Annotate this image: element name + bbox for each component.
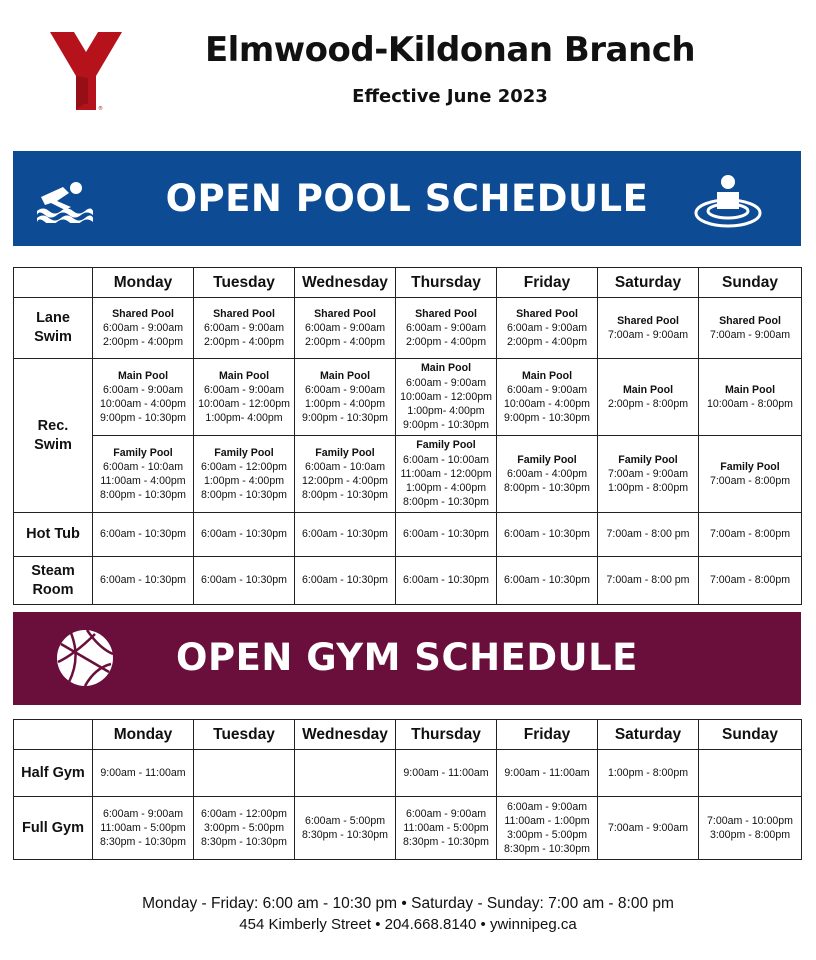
- schedule-cell: 6:00am - 10:30pm: [396, 557, 497, 605]
- schedule-cell: 6:00am - 10:30pm: [295, 557, 396, 605]
- gym-banner: [13, 612, 801, 705]
- schedule-cell: Main Pool 6:00am - 9:00am 10:00am - 12:00pm 1:00pm- 4:00pm 9:00pm - 10:30pm: [396, 359, 497, 436]
- schedule-cell: 6:00am - 10:30pm: [194, 557, 295, 605]
- row-label-rec-swim: Rec. Swim: [14, 359, 93, 513]
- schedule-cell: 6:00am - 10:30pm: [497, 557, 598, 605]
- day-header: Saturday: [598, 720, 699, 750]
- schedule-cell: [699, 750, 802, 797]
- schedule-cell: [194, 750, 295, 797]
- gym-schedule-table: [13, 719, 802, 860]
- schedule-cell: Family Pool 6:00am - 10:0am 12:00pm - 4:00pm 8:00pm - 10:30pm: [295, 436, 396, 513]
- corner-cell: [14, 720, 93, 750]
- row-label-full-gym: Full Gym: [14, 797, 93, 860]
- schedule-cell: Main Pool 2:00pm - 8:00pm: [598, 359, 699, 436]
- gym-banner-title: OPEN GYM SCHEDULE: [176, 636, 638, 679]
- schedule-cell: 6:00am - 12:00pm 3:00pm - 5:00pm 8:30pm - 10:30pm: [194, 797, 295, 860]
- schedule-cell: Shared Pool 6:00am - 9:00am 2:00pm - 4:00pm: [295, 298, 396, 359]
- day-header: Tuesday: [194, 268, 295, 298]
- schedule-cell: Family Pool 7:00am - 8:00pm: [699, 436, 802, 513]
- svg-text:®: ®: [98, 106, 103, 112]
- day-header: Monday: [93, 268, 194, 298]
- ymca-logo: [48, 30, 124, 112]
- schedule-cell: Shared Pool 6:00am - 9:00am 2:00pm - 4:00pm: [396, 298, 497, 359]
- schedule-cell: 6:00am - 10:30pm: [497, 513, 598, 557]
- table-row: [14, 750, 802, 797]
- effective-date: Effective June 2023: [352, 86, 548, 107]
- schedule-cell: Shared Pool 7:00am - 9:00am: [699, 298, 802, 359]
- table-row: [14, 436, 802, 513]
- schedule-cell: 1:00pm - 8:00pm: [598, 750, 699, 797]
- schedule-cell: 6:00am - 9:00am 11:00am - 1:00pm 3:00pm - 5:00pm 8:30pm - 10:30pm: [497, 797, 598, 860]
- schedule-cell: Family Pool 6:00am - 10:00am 11:00am - 12:00pm 1:00pm - 4:00pm 8:00pm - 10:30pm: [396, 436, 497, 513]
- pool-banner-title: OPEN POOL SCHEDULE: [165, 177, 649, 220]
- schedule-cell: 6:00am - 5:00pm 8:30pm - 10:30pm: [295, 797, 396, 860]
- day-header: Wednesday: [295, 720, 396, 750]
- schedule-cell: Family Pool 6:00am - 12:00pm 1:00pm - 4:00pm 8:00pm - 10:30pm: [194, 436, 295, 513]
- table-header-row: [14, 720, 802, 750]
- schedule-cell: Shared Pool 6:00am - 9:00am 2:00pm - 4:00pm: [93, 298, 194, 359]
- schedule-cell: 6:00am - 10:30pm: [194, 513, 295, 557]
- schedule-cell: 9:00am - 11:00am: [497, 750, 598, 797]
- schedule-cell: 6:00am - 9:00am 11:00am - 5:00pm 8:30pm - 10:30pm: [396, 797, 497, 860]
- branch-title: Elmwood-Kildonan Branch: [204, 30, 696, 70]
- table-row: [14, 557, 802, 605]
- day-header: Friday: [497, 720, 598, 750]
- day-header: Saturday: [598, 268, 699, 298]
- schedule-cell: Shared Pool 7:00am - 9:00am: [598, 298, 699, 359]
- hot-tub-icon: [693, 173, 763, 231]
- schedule-cell: 6:00am - 9:00am 11:00am - 5:00pm 8:30pm - 10:30pm: [93, 797, 194, 860]
- schedule-cell: Family Pool 6:00am - 10:0am 11:00am - 4:00pm 8:00pm - 10:30pm: [93, 436, 194, 513]
- table-row: [14, 298, 802, 359]
- schedule-cell: 6:00am - 10:30pm: [396, 513, 497, 557]
- schedule-cell: 9:00am - 11:00am: [396, 750, 497, 797]
- schedule-cell: 7:00am - 8:00pm: [699, 557, 802, 605]
- day-header: Wednesday: [295, 268, 396, 298]
- day-header: Friday: [497, 268, 598, 298]
- schedule-cell: Main Pool 6:00am - 9:00am 10:00am - 12:00pm 1:00pm- 4:00pm: [194, 359, 295, 436]
- schedule-cell: 7:00am - 8:00 pm: [598, 513, 699, 557]
- schedule-cell: 7:00am - 10:00pm 3:00pm - 8:00pm: [699, 797, 802, 860]
- schedule-cell: 6:00am - 10:30pm: [295, 513, 396, 557]
- day-header: Tuesday: [194, 720, 295, 750]
- schedule-cell: 7:00am - 8:00pm: [699, 513, 802, 557]
- row-label-half-gym: Half Gym: [14, 750, 93, 797]
- schedule-cell: 7:00am - 8:00 pm: [598, 557, 699, 605]
- schedule-cell: Main Pool 6:00am - 9:00am 1:00pm - 4:00pm 9:00pm - 10:30pm: [295, 359, 396, 436]
- schedule-cell: Family Pool 7:00am - 9:00am 1:00pm - 8:00pm: [598, 436, 699, 513]
- table-header-row: [14, 268, 802, 298]
- pool-banner: [13, 151, 801, 246]
- row-label-lane-swim: Lane Swim: [14, 298, 93, 359]
- day-header: Thursday: [396, 720, 497, 750]
- schedule-cell: Family Pool 6:00am - 4:00pm 8:00pm - 10:30pm: [497, 436, 598, 513]
- schedule-cell: Shared Pool 6:00am - 9:00am 2:00pm - 4:00pm: [497, 298, 598, 359]
- day-header: Sunday: [699, 720, 802, 750]
- footer-contact: 454 Kimberly Street • 204.668.8140 • ywinnipeg.ca: [239, 916, 577, 933]
- schedule-cell: Shared Pool 6:00am - 9:00am 2:00pm - 4:00pm: [194, 298, 295, 359]
- table-row: [14, 513, 802, 557]
- schedule-cell: 6:00am - 10:30pm: [93, 513, 194, 557]
- schedule-cell: Main Pool 10:00am - 8:00pm: [699, 359, 802, 436]
- day-header: Sunday: [699, 268, 802, 298]
- schedule-cell: [295, 750, 396, 797]
- schedule-cell: 9:00am - 11:00am: [93, 750, 194, 797]
- day-header: Monday: [93, 720, 194, 750]
- corner-cell: [14, 268, 93, 298]
- pool-schedule-table: [13, 267, 802, 605]
- schedule-cell: Main Pool 6:00am - 9:00am 10:00am - 4:00pm 9:00pm - 10:30pm: [497, 359, 598, 436]
- schedule-cell: 6:00am - 10:30pm: [93, 557, 194, 605]
- footer-hours: Monday - Friday: 6:00 am - 10:30 pm • Saturday - Sunday: 7:00 am - 8:00 pm: [142, 895, 674, 912]
- schedule-cell: Main Pool 6:00am - 9:00am 10:00am - 4:00pm 9:00pm - 10:30pm: [93, 359, 194, 436]
- table-row: [14, 797, 802, 860]
- row-label-hot-tub: Hot Tub: [14, 513, 93, 557]
- row-label-steam-room: Steam Room: [14, 557, 93, 605]
- day-header: Thursday: [396, 268, 497, 298]
- table-row: [14, 359, 802, 436]
- schedule-cell: 7:00am - 9:00am: [598, 797, 699, 860]
